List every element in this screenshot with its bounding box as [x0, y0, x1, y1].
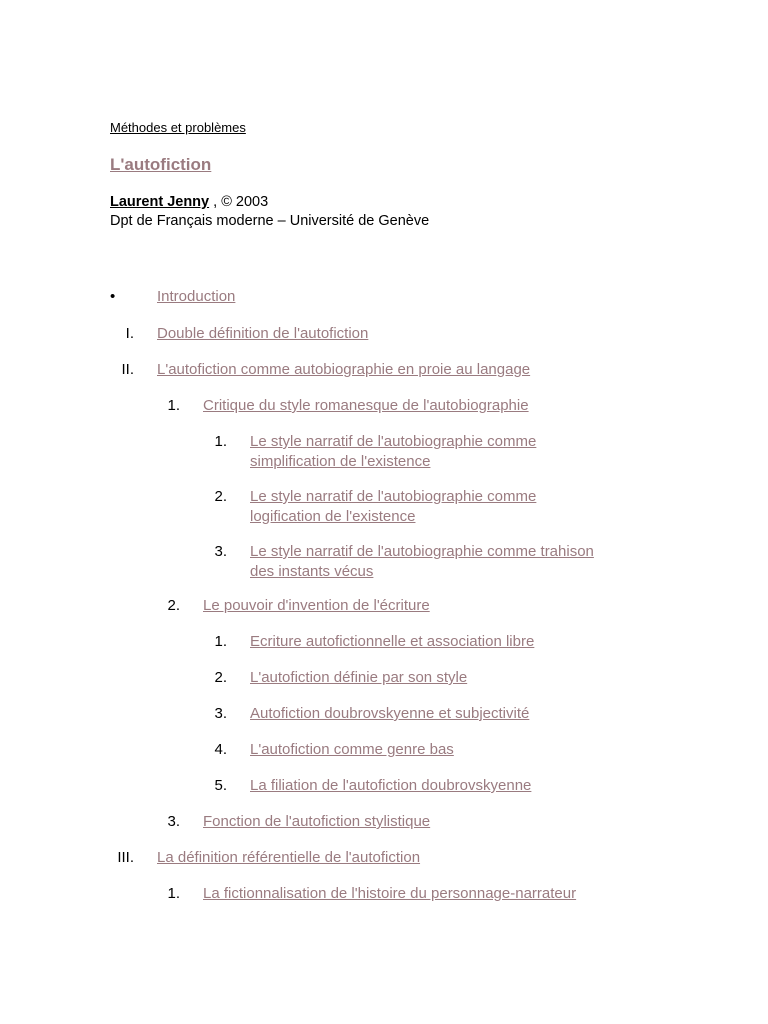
- toc-link[interactable]: [250, 776, 531, 796]
- toc-link-line: Introduction: [157, 288, 236, 305]
- section-link[interactable]: Méthodes et problèmes: [110, 120, 246, 135]
- toc-link-line: Le pouvoir d'invention de l'écriture: [203, 597, 430, 614]
- toc-link[interactable]: [157, 848, 420, 868]
- toc-link-line: simplification de l'existence: [250, 452, 431, 470]
- list-number: I.: [125, 325, 134, 342]
- list-number: 2.: [214, 669, 227, 686]
- list-number: 4.: [214, 741, 227, 758]
- toc-link[interactable]: [250, 704, 529, 724]
- toc-link[interactable]: [157, 360, 530, 380]
- toc-link-line: L'autofiction comme autobiographie en proie au langage: [157, 361, 531, 378]
- toc-link[interactable]: [203, 884, 576, 904]
- toc-link-line: Le style narratif de l'autobiographie comme: [250, 488, 537, 505]
- list-number: 1.: [214, 433, 227, 450]
- toc-link[interactable]: [250, 487, 536, 526]
- toc-link-line: La filiation de l'autofiction doubrovskyenne: [250, 777, 532, 794]
- toc-link-line: L'autofiction comme genre bas: [250, 741, 454, 758]
- list-number: 5.: [214, 777, 227, 794]
- toc-link[interactable]: [250, 632, 534, 652]
- toc-link-line: logification de l'existence: [250, 507, 416, 525]
- toc-link-line: Le style narratif de l'autobiographie comme: [250, 433, 537, 450]
- toc-link-line: La fictionnalisation de l'histoire du personnage-narrateur: [203, 885, 577, 902]
- toc-link[interactable]: [157, 324, 368, 344]
- toc-link[interactable]: [203, 812, 430, 832]
- toc-link-line: L'autofiction définie par son style: [250, 669, 468, 686]
- list-number: 2.: [214, 488, 227, 505]
- list-number: 3.: [214, 543, 227, 560]
- list-number: II.: [121, 361, 134, 378]
- toc-link[interactable]: [157, 287, 235, 307]
- toc-link-line: Ecriture autofictionnelle et association libre: [250, 633, 535, 650]
- toc-link-line: des instants vécus: [250, 562, 374, 580]
- toc-link-line: Le style narratif de l'autobiographie comme trahison: [250, 543, 594, 560]
- toc-link-line: Critique du style romanesque de l'autobiographie: [203, 397, 529, 414]
- toc-link-line: Autofiction doubrovskyenne et subjectivité: [250, 705, 530, 722]
- list-number: 2.: [167, 597, 180, 614]
- list-number: 1.: [167, 885, 180, 902]
- author-name-link[interactable]: Laurent Jenny: [110, 194, 210, 210]
- toc-link-line: Fonction de l'autofiction stylistique: [203, 813, 431, 830]
- list-number: 3.: [214, 705, 227, 722]
- list-number: III.: [117, 849, 134, 866]
- toc-link[interactable]: [203, 396, 529, 416]
- list-number: 1.: [214, 633, 227, 650]
- list-number: 1.: [167, 397, 180, 414]
- toc-link[interactable]: [250, 432, 536, 471]
- author-line: [110, 194, 268, 210]
- toc-link[interactable]: [203, 596, 430, 616]
- bullet-marker: •: [110, 288, 116, 305]
- toc-link-line: Double définition de l'autofiction: [157, 325, 369, 342]
- department-line: Dpt de Français moderne – Université de Genève: [110, 213, 430, 229]
- copyright-text: , © 2003: [209, 194, 269, 210]
- list-number: 3.: [167, 813, 180, 830]
- toc-link[interactable]: [250, 542, 594, 581]
- toc-link[interactable]: [250, 668, 467, 688]
- toc-link-line: La définition référentielle de l'autofiction: [157, 849, 421, 866]
- toc-link[interactable]: [250, 740, 454, 760]
- page-title[interactable]: L'autofiction: [110, 155, 212, 174]
